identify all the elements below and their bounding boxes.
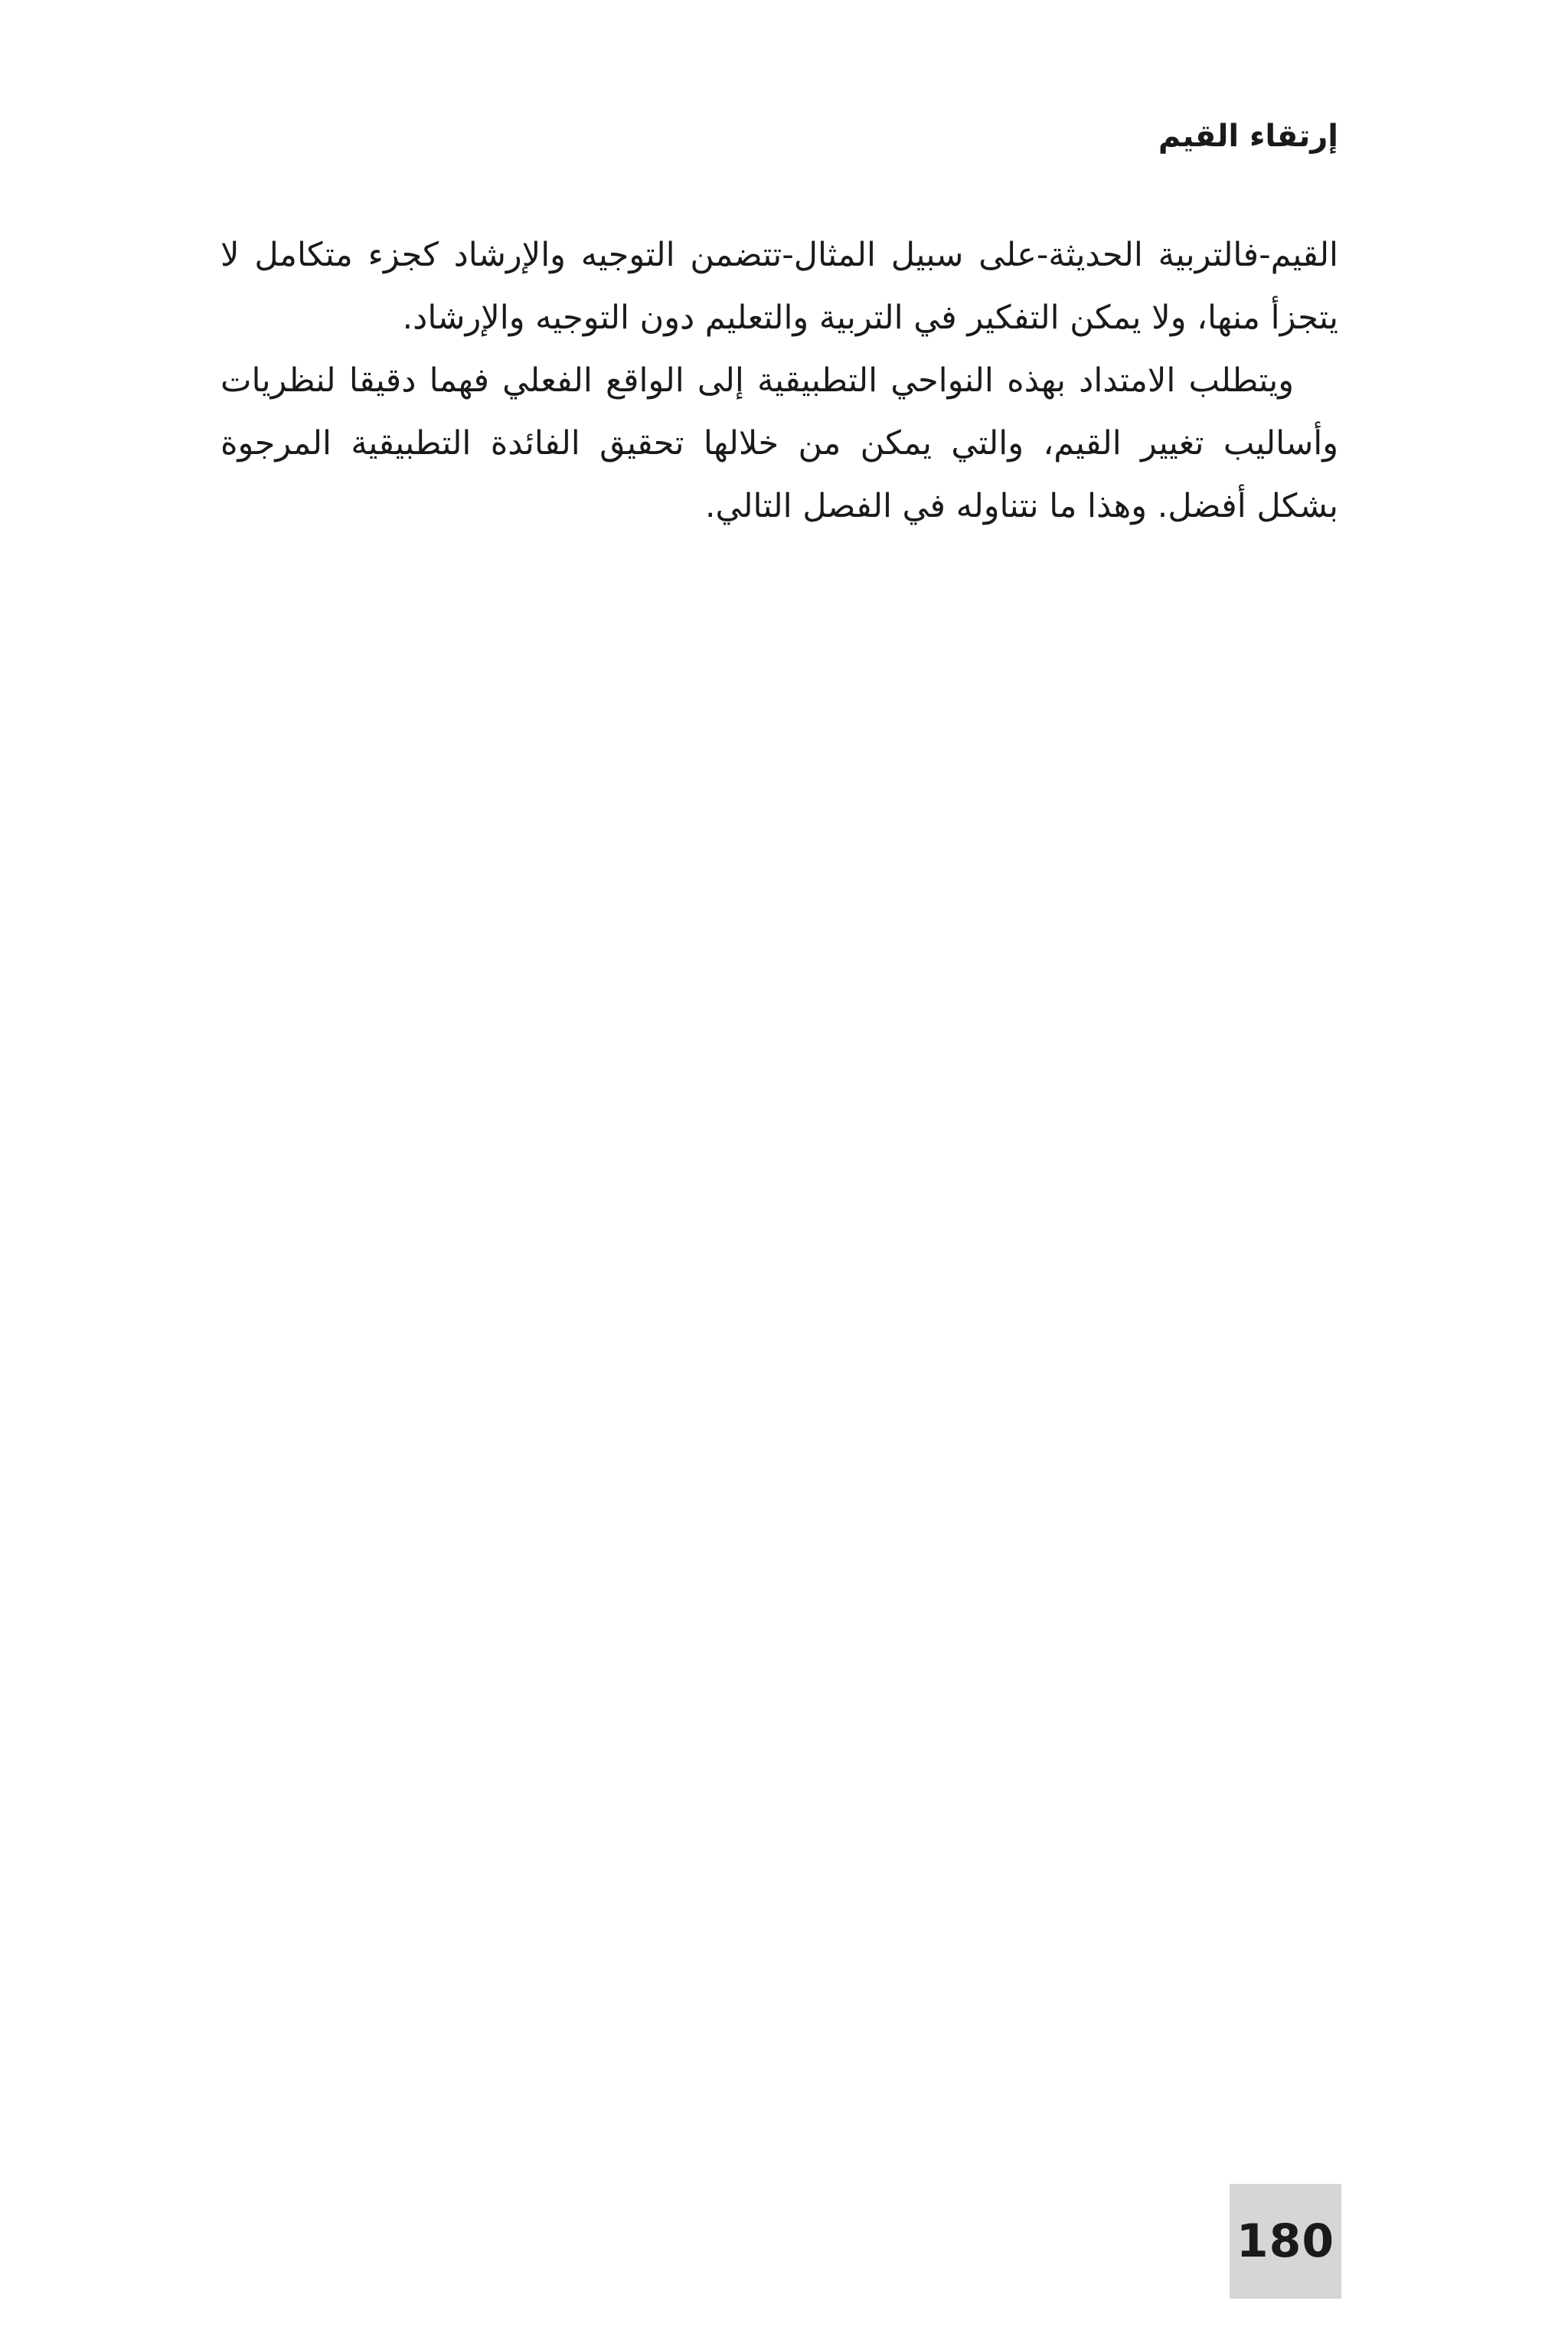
- paragraph: ويتطلب الامتداد بهذه النواحي التطبيقية إلى الواقع الفعلي فهما دقيقا لنظريات وأساليب تغيير القيم، والتي يمكن من خلالها تحقيق الفائدة التطبيقية المرجوة بشكل أفضل. وهذا ما نتناوله في الفصل التالي.: [220, 361, 1338, 525]
- page-number-box: [1230, 2184, 1341, 2299]
- page-number: 180: [1236, 2214, 1335, 2268]
- running-header-title: إرتقاء القيم: [1158, 119, 1338, 154]
- paragraph-continuation: القيم-فالتربية الحديثة-على سبيل المثال-تتضمن التوجيه والإرشاد كجزء متكامل لا يتجزأ منها، ولا يمكن التفكير في التربية والتعليم دون التوجيه والإرشاد.: [220, 236, 1338, 337]
- body-text: [220, 224, 1338, 538]
